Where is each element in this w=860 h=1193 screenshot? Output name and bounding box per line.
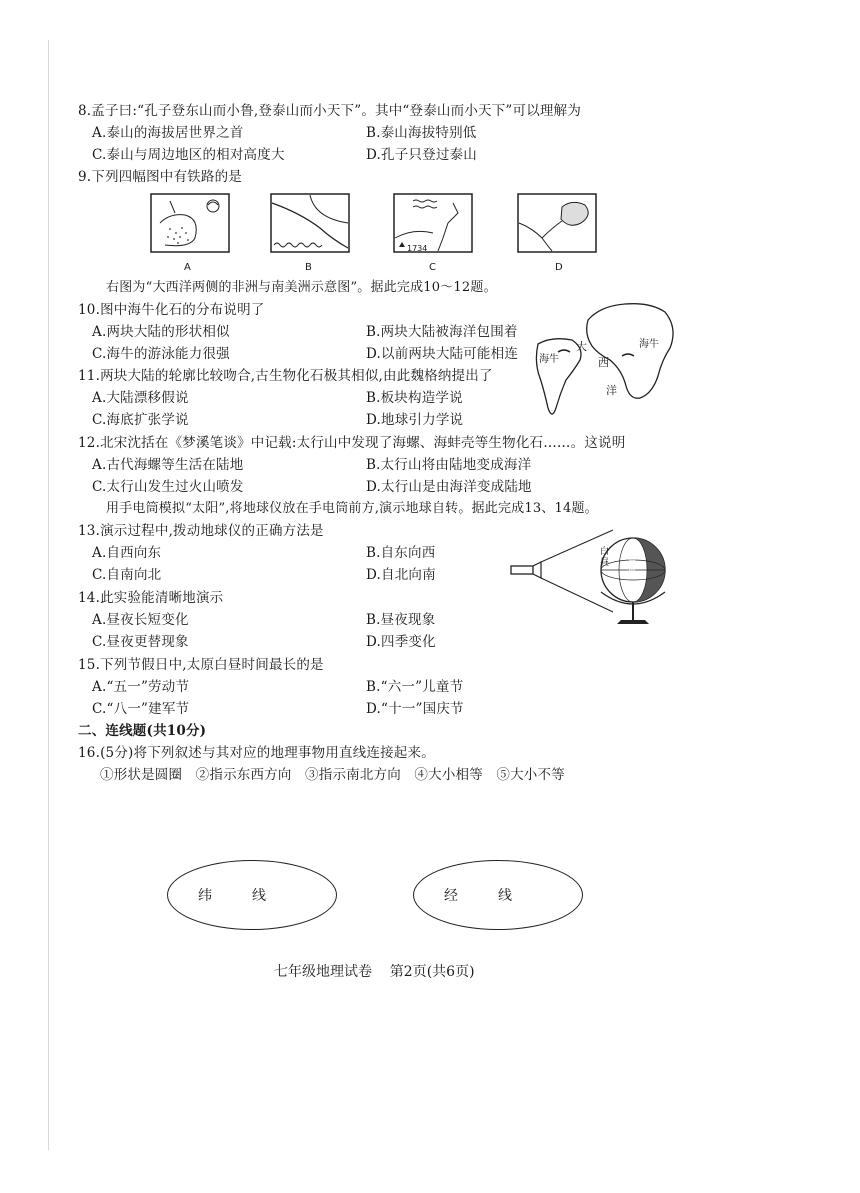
map-a-label: A bbox=[184, 262, 191, 273]
q16-stem: 16.(5分)将下列叙述与其对应的地理事物用直线连接起来。 bbox=[78, 745, 435, 761]
q10-option-a: A.两块大陆的形状相似 bbox=[92, 324, 230, 340]
q15-option-c: C.“八一”建军节 bbox=[92, 701, 190, 717]
q15-stem: 15.下列节假日中,太原白昼时间最长的是 bbox=[78, 657, 324, 673]
q8-option-d: D.孔子只登过泰山 bbox=[366, 147, 477, 163]
intro-10-12: 右图为“大西洋两侧的非洲与南美洲示意图”。据此完成10～12题。 bbox=[106, 280, 497, 295]
ocean-label-2: 西 bbox=[598, 356, 609, 369]
map-d-label: D bbox=[555, 262, 563, 273]
manatee-left-label: 海牛 bbox=[539, 354, 559, 365]
map-d-figure bbox=[517, 193, 597, 255]
q12-stem: 12.北宋沈括在《梦溪笔谈》中记载:太行山中发现了海螺、海蚌壳等生物化石……。这说明 bbox=[78, 435, 626, 451]
q11-option-b: B.板块构造学说 bbox=[366, 390, 463, 406]
q10-option-d: D.以前两块大陆可能相连 bbox=[366, 346, 519, 362]
q11-option-c: C.海底扩张学说 bbox=[92, 412, 189, 428]
page-footer: 七年级地理试卷 第2页(共6页) bbox=[274, 964, 475, 980]
manatee-right-label: 海牛 bbox=[639, 339, 659, 350]
longitude-oval: 经线 bbox=[413, 860, 583, 930]
map-c-elevation: 1734 bbox=[407, 244, 428, 253]
map-b-figure bbox=[270, 193, 350, 255]
q16-items: ①形状是圆圈 ②指示东西方向 ③指示南北方向 ④大小相等 ⑤大小不等 bbox=[100, 767, 565, 783]
q11-stem: 11.两块大陆的轮廓比较吻合,古生物化石极其相似,由此魏格纳提出了 bbox=[78, 368, 493, 384]
q13-option-b: B.自东向西 bbox=[366, 545, 436, 561]
q14-option-c: C.昼夜更替现象 bbox=[92, 634, 189, 650]
q12-option-c: C.太行山发生过火山喷发 bbox=[92, 479, 244, 495]
globe-day-label: 白昼 bbox=[600, 547, 610, 568]
latitude-oval: 纬线 bbox=[167, 860, 337, 930]
q11-option-a: A.大陆漂移假说 bbox=[92, 390, 189, 406]
map-b-label: B bbox=[305, 262, 312, 273]
q8-option-a: A.泰山的海拔居世界之首 bbox=[92, 125, 244, 141]
q14-stem: 14.此实验能清晰地演示 bbox=[78, 590, 224, 606]
intro-13-14: 用手电筒模拟“太阳”,将地球仪放在手电筒前方,演示地球自转。据此完成13、14题。 bbox=[106, 501, 598, 516]
map-c-figure bbox=[393, 193, 473, 255]
scan-edge bbox=[48, 40, 49, 1150]
flashlight-globe-figure bbox=[505, 520, 680, 638]
ocean-label-1: 大 bbox=[576, 340, 587, 353]
q10-stem: 10.图中海牛化石的分布说明了 bbox=[78, 302, 265, 318]
q10-option-c: C.海牛的游泳能力很强 bbox=[92, 346, 230, 362]
q15-option-a: A.“五一”劳动节 bbox=[92, 679, 190, 695]
q15-option-b: B.“六一”儿童节 bbox=[366, 679, 464, 695]
map-a-figure bbox=[150, 193, 230, 255]
q9-stem: 9.下列四幅图中有铁路的是 bbox=[78, 169, 242, 185]
q10-option-b: B.两块大陆被海洋包围着 bbox=[366, 324, 518, 340]
q12-option-b: B.太行山将由陆地变成海洋 bbox=[366, 457, 532, 473]
q8-option-b: B.泰山海拔特别低 bbox=[366, 125, 477, 141]
q13-option-d: D.自北向南 bbox=[366, 567, 436, 583]
q8-stem: 8.孟子曰:“孔子登东山而小鲁,登泰山而小天下”。其中“登泰山而小天下”可以理解为 bbox=[78, 103, 582, 119]
q13-option-a: A.自西向东 bbox=[92, 545, 162, 561]
q12-option-a: A.古代海螺等生活在陆地 bbox=[92, 457, 244, 473]
q12-option-d: D.太行山是由海洋变成陆地 bbox=[366, 479, 532, 495]
section-2-heading: 二、连线题(共10分) bbox=[78, 723, 207, 739]
globe-night-label: 黑夜 bbox=[628, 556, 636, 575]
q13-option-c: C.自南向北 bbox=[92, 567, 162, 583]
q14-option-d: D.四季变化 bbox=[366, 634, 436, 650]
map-c-label: C bbox=[429, 262, 436, 273]
q8-option-c: C.泰山与周边地区的相对高度大 bbox=[92, 147, 285, 163]
ocean-label-3: 洋 bbox=[606, 384, 617, 397]
q14-option-b: B.昼夜现象 bbox=[366, 612, 436, 628]
q13-stem: 13.演示过程中,拨动地球仪的正确方法是 bbox=[78, 523, 324, 539]
q11-option-d: D.地球引力学说 bbox=[366, 412, 464, 428]
q15-option-d: D.“十一”国庆节 bbox=[366, 701, 464, 717]
q14-option-a: A.昼夜长短变化 bbox=[92, 612, 189, 628]
